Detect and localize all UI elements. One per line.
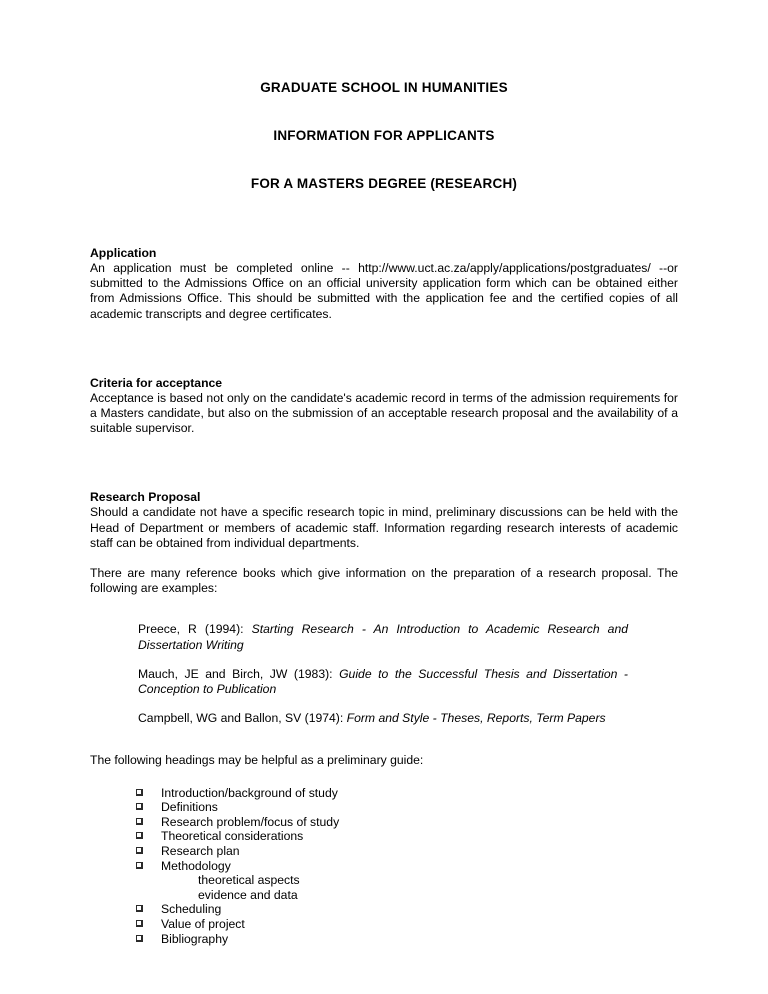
list-item (136, 829, 678, 844)
checklist-intro: The following headings may be helpful as a preliminary guide: (90, 753, 424, 768)
checkbox-square-icon (136, 902, 161, 917)
checkbox-square-icon (136, 932, 161, 947)
list-item (136, 917, 678, 932)
document-title-primary: GRADUATE SCHOOL IN HUMANITIES (260, 80, 508, 95)
list-item-label: Methodology (161, 858, 231, 873)
section-application (90, 246, 678, 322)
checkbox-square-icon (136, 815, 161, 830)
document-title-tertiary: FOR A MASTERS DEGREE (RESEARCH) (250, 176, 518, 191)
list-item-label: Research problem/focus of study (161, 814, 340, 829)
reference-list (90, 622, 678, 726)
checkbox-square-icon (136, 844, 161, 859)
list-item (136, 786, 678, 801)
list-item (136, 859, 678, 874)
list-item-label: Introduction/background of study (161, 785, 338, 800)
checkbox-square-icon (136, 800, 161, 815)
reference-item (138, 622, 628, 652)
section-body-reference-books: There are many reference books which give information on the preparation of a research proposal. The following are examples: (90, 566, 678, 596)
reference-item (138, 667, 628, 697)
reference-title: Form and Style - Theses, Reports, Term Papers (346, 711, 606, 726)
list-item-label: Scheduling (161, 902, 222, 917)
reference-item (138, 711, 628, 726)
checkbox-square-icon (136, 786, 161, 801)
checkbox-square-icon (136, 917, 161, 932)
reference-citation: Campbell, WG and Ballon, SV (1974): (138, 711, 347, 726)
reference-citation: Preece, R (1994): (138, 622, 252, 637)
checkbox-square-icon (136, 859, 161, 874)
reference-title: Guide to the Successful Thesis and Dissertation - Conception to Publication (138, 666, 628, 697)
section-heading-application: Application (90, 246, 157, 260)
section-criteria (90, 376, 678, 437)
list-item (136, 844, 678, 859)
section-research-proposal (90, 490, 678, 596)
section-body-research-proposal: Should a candidate not have a specific research topic in mind, preliminary discussions can be held with the Head of Department or members of academic staff. Information regarding research interests of academic staff can be obtained from individual departments. (90, 505, 678, 550)
list-item (136, 815, 678, 830)
section-heading-research-proposal: Research Proposal (90, 490, 201, 505)
list-item (136, 902, 678, 917)
list-item (136, 800, 678, 815)
list-item (136, 932, 678, 947)
section-body-application: An application must be completed online -- http://www.uct.ac.za/apply/applications/postgraduates/ --or submitted to the Admissions Office on an official university application form which can be obtained either from Admissions Office. This should be submitted with the application fee and the certified copies of all academic transcripts and degree certificates. (90, 261, 678, 321)
list-item-label: Bibliography (161, 931, 229, 946)
list-item-label: Definitions (161, 800, 218, 815)
section-body-criteria: Acceptance is based not only on the candidate's academic record in terms of the admission requirements for a Masters candidate, but also on the submission of an acceptable research proposal and the availability of a suitable supervisor. (90, 390, 678, 436)
reference-title: Starting Research - An Introduction to Academic Research and Dissertation Writing (138, 622, 629, 652)
reference-citation: Mauch, JE and Birch, JW (1983): (138, 666, 340, 681)
section-heading-criteria: Criteria for acceptance (90, 375, 223, 390)
list-item-label: Research plan (161, 844, 240, 859)
checklist (90, 786, 678, 947)
list-item-label: Theoretical considerations (161, 829, 304, 844)
list-sub-item: theoretical aspects (198, 873, 300, 888)
document-title-secondary: INFORMATION FOR APPLICANTS (273, 128, 495, 143)
checkbox-square-icon (136, 829, 161, 844)
list-sub-item: evidence and data (198, 887, 298, 902)
document-content (90, 0, 678, 946)
list-item-label: Value of project (161, 917, 245, 931)
document-title-block (90, 0, 678, 192)
